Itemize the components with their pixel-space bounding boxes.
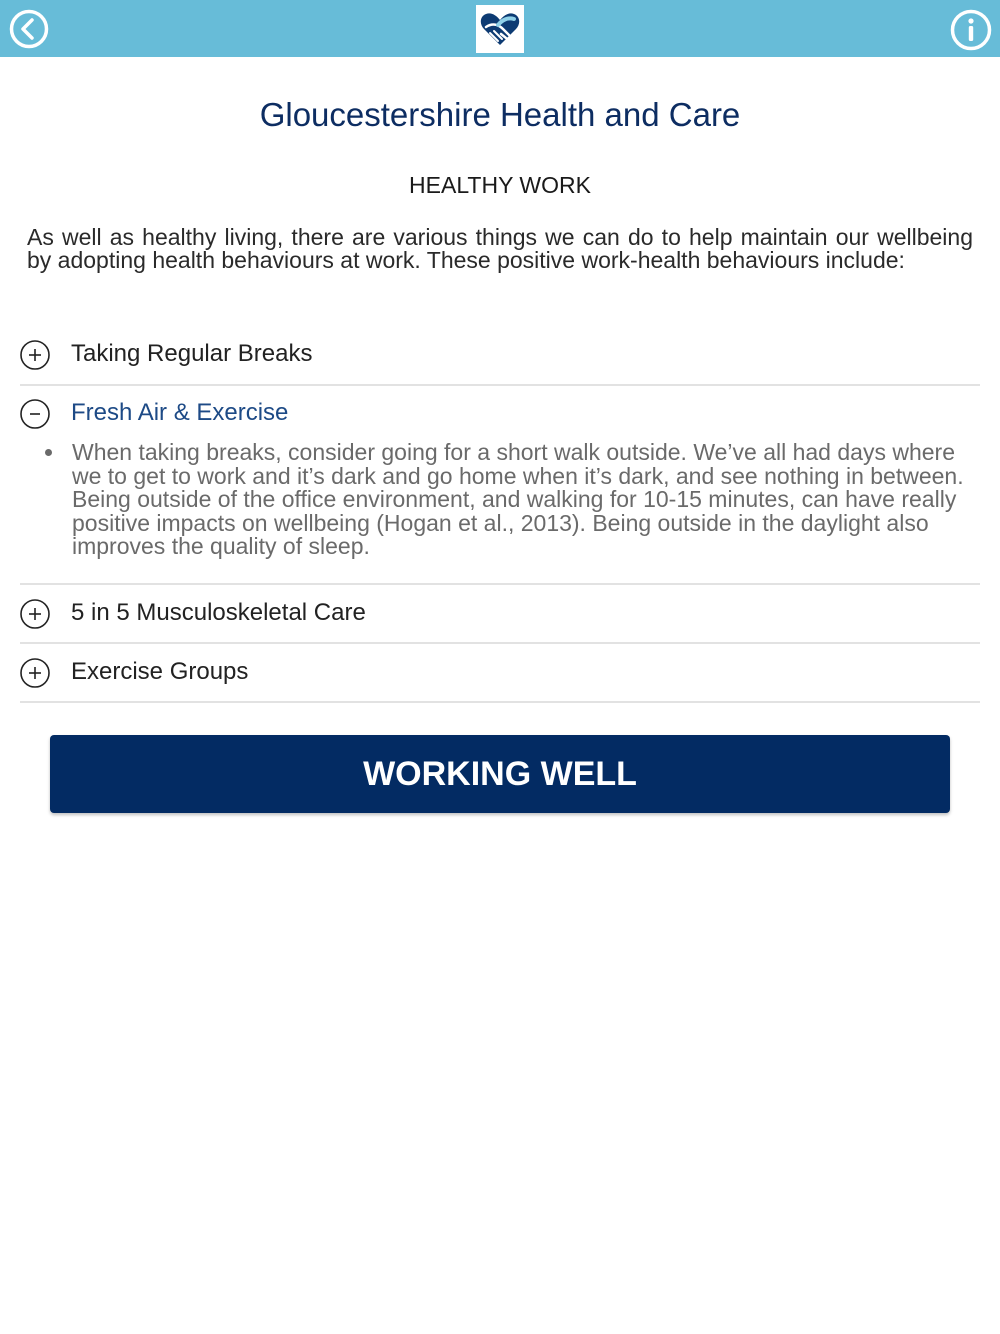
accordion-label: Fresh Air & Exercise	[71, 399, 289, 426]
top-app-bar	[0, 0, 1000, 57]
back-button[interactable]	[9, 9, 49, 49]
plus-circle-icon	[20, 340, 50, 370]
accordion-label: Taking Regular Breaks	[71, 340, 313, 367]
list-item	[45, 441, 980, 559]
chevron-left-circle-icon	[9, 9, 49, 49]
minus-circle-icon	[20, 399, 50, 429]
bullet-dot	[45, 449, 52, 456]
accordion-content	[45, 441, 980, 559]
accordion-header-fresh-air-exercise[interactable]	[20, 385, 980, 443]
heart-hands-logo	[476, 5, 524, 53]
info-circle-icon	[950, 9, 992, 51]
accordion-header-exercise-groups[interactable]	[20, 644, 980, 702]
list-item-text: When taking breaks, consider going for a short walk outside. We’ve all had days where we to get to work and it’s dark and go home when it’s dark, and see nothing in between. Being outside of the office environment, and walking for 10-15 minutes, can have really positive impacts on wellbeing (Hogan et al., 2013). Being outside in the daylight also improves the quality of sleep.	[72, 439, 964, 559]
accordion-item	[20, 326, 980, 386]
accordion-item-expanded	[20, 385, 980, 585]
plus-circle-icon	[20, 599, 50, 629]
accordion-header-taking-regular-breaks[interactable]	[20, 326, 980, 384]
working-well-button[interactable]: WORKING WELL	[50, 735, 950, 813]
accordion-label: 5 in 5 Musculoskeletal Care	[71, 599, 366, 626]
info-button[interactable]	[950, 9, 992, 51]
intro-paragraph: As well as healthy living, there are various things we can do to help maintain our wellbeing by adopting health behaviours at work. These positive work-health behaviours include:	[27, 224, 973, 273]
section-heading: HEALTHY WORK	[409, 172, 591, 198]
accordion-header-5-in-5-musculoskeletal-care[interactable]	[20, 585, 980, 643]
accordion-item	[20, 585, 980, 644]
app-logo	[476, 5, 524, 53]
plus-circle-icon	[20, 658, 50, 688]
accordion-label: Exercise Groups	[71, 658, 249, 685]
accordion-item	[20, 644, 980, 703]
page-title: Gloucestershire Health and Care	[259, 96, 741, 133]
